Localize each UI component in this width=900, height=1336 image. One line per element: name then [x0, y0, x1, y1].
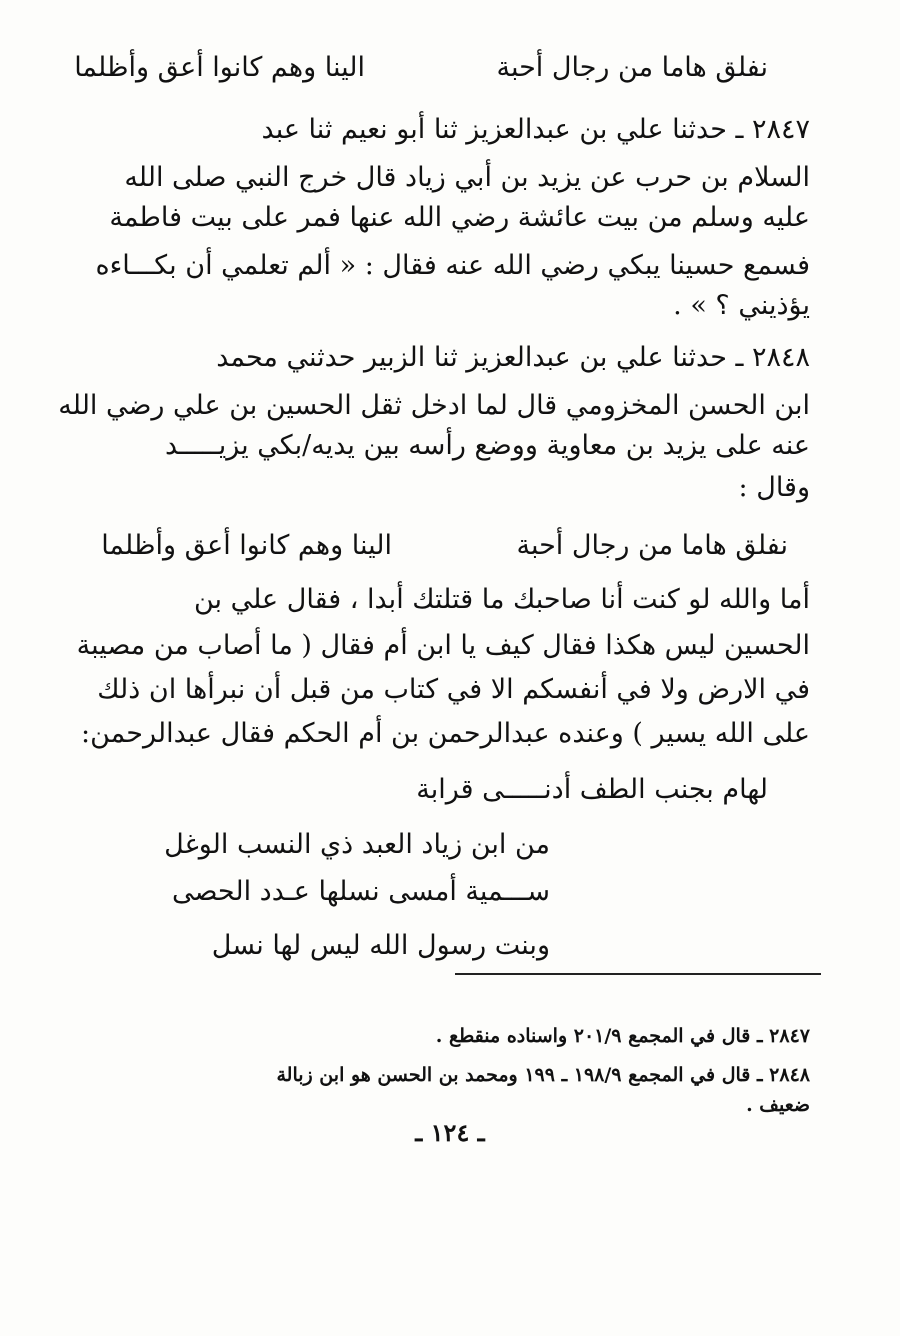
text-line: أما والله لو كنت أنا صاحبك ما قتلتك أبدا ، فقال علي بن [193, 584, 810, 615]
text-line: عنه على يزيد بن معاوية ووضع رأسه بين يديه/بكي يزيـــــد [164, 430, 810, 461]
page-number: ـ ١٢٤ ـ [415, 1118, 485, 1147]
text-line: ٢٨٤٨ ـ حدثنا علي بن عبدالعزيز ثنا الزبير حدثني محمد [216, 342, 810, 373]
text-line: ٢٨٤٧ ـ حدثنا علي بن عبدالعزيز ثنا أبو نعيم ثنا عبد [261, 114, 810, 145]
text-line: الحسين ليس هكذا فقال كيف يا ابن أم فقال ( ما أصاب من مصيبة [76, 630, 810, 661]
text-line: فسمع حسينا يبكي رضي الله عنه فقال : « ألم تعلمي أن بكـــاءه [95, 250, 810, 281]
text-line: على الله يسير ) وعنده عبدالرحمن بن أم الحكم فقال عبدالرحمن: [81, 718, 810, 749]
footnote-separator [455, 973, 821, 975]
text-line: في الارض ولا في أنفسكم الا في كتاب من قبل أن نبرأها ان ذلك [97, 674, 810, 705]
text-line: عليه وسلم من بيت عائشة رضي الله عنها فمر على بيت فاطمة [109, 202, 810, 233]
verse-top-first-hemistich: نفلق هاما من رجال أحبة [496, 52, 768, 83]
verse-top-second-hemistich: الينا وهم كانوا أعق وأظلما [74, 52, 365, 83]
text-line: ابن الحسن المخزومي قال لما ادخل ثقل الحسين بن علي رضي الله [58, 390, 810, 421]
footnote: ٢٨٤٧ ـ قال في المجمع ٢٠١/٩ واسناده منقطع . [435, 1025, 810, 1047]
poem-line: لهام بجنب الطف أدنـــــى قرابة [416, 774, 768, 805]
verse-mid-second-hemistich: الينا وهم كانوا أعق وأظلما [101, 530, 392, 561]
footnote-continuation: ضعيف . [746, 1094, 810, 1116]
poem-line: وبنت رسول الله ليس لها نسل [211, 930, 550, 961]
text-line: يؤذيني ؟ » . [673, 290, 810, 321]
poem-line: من ابن زياد العبد ذي النسب الوغل [164, 829, 550, 860]
verse-mid-first-hemistich: نفلق هاما من رجال أحبة [516, 530, 788, 561]
poem-line: ســـمية أمسى نسلها عـدد الحصى [172, 876, 550, 907]
text-line: وقال : [738, 472, 810, 503]
text-line: السلام بن حرب عن يزيد بن أبي زياد قال خرج النبي صلى الله [124, 162, 810, 193]
footnote: ٢٨٤٨ ـ قال في المجمع ١٩٨/٩ ـ ١٩٩ ومحمد بن الحسن هو ابن زبالة [276, 1064, 810, 1086]
